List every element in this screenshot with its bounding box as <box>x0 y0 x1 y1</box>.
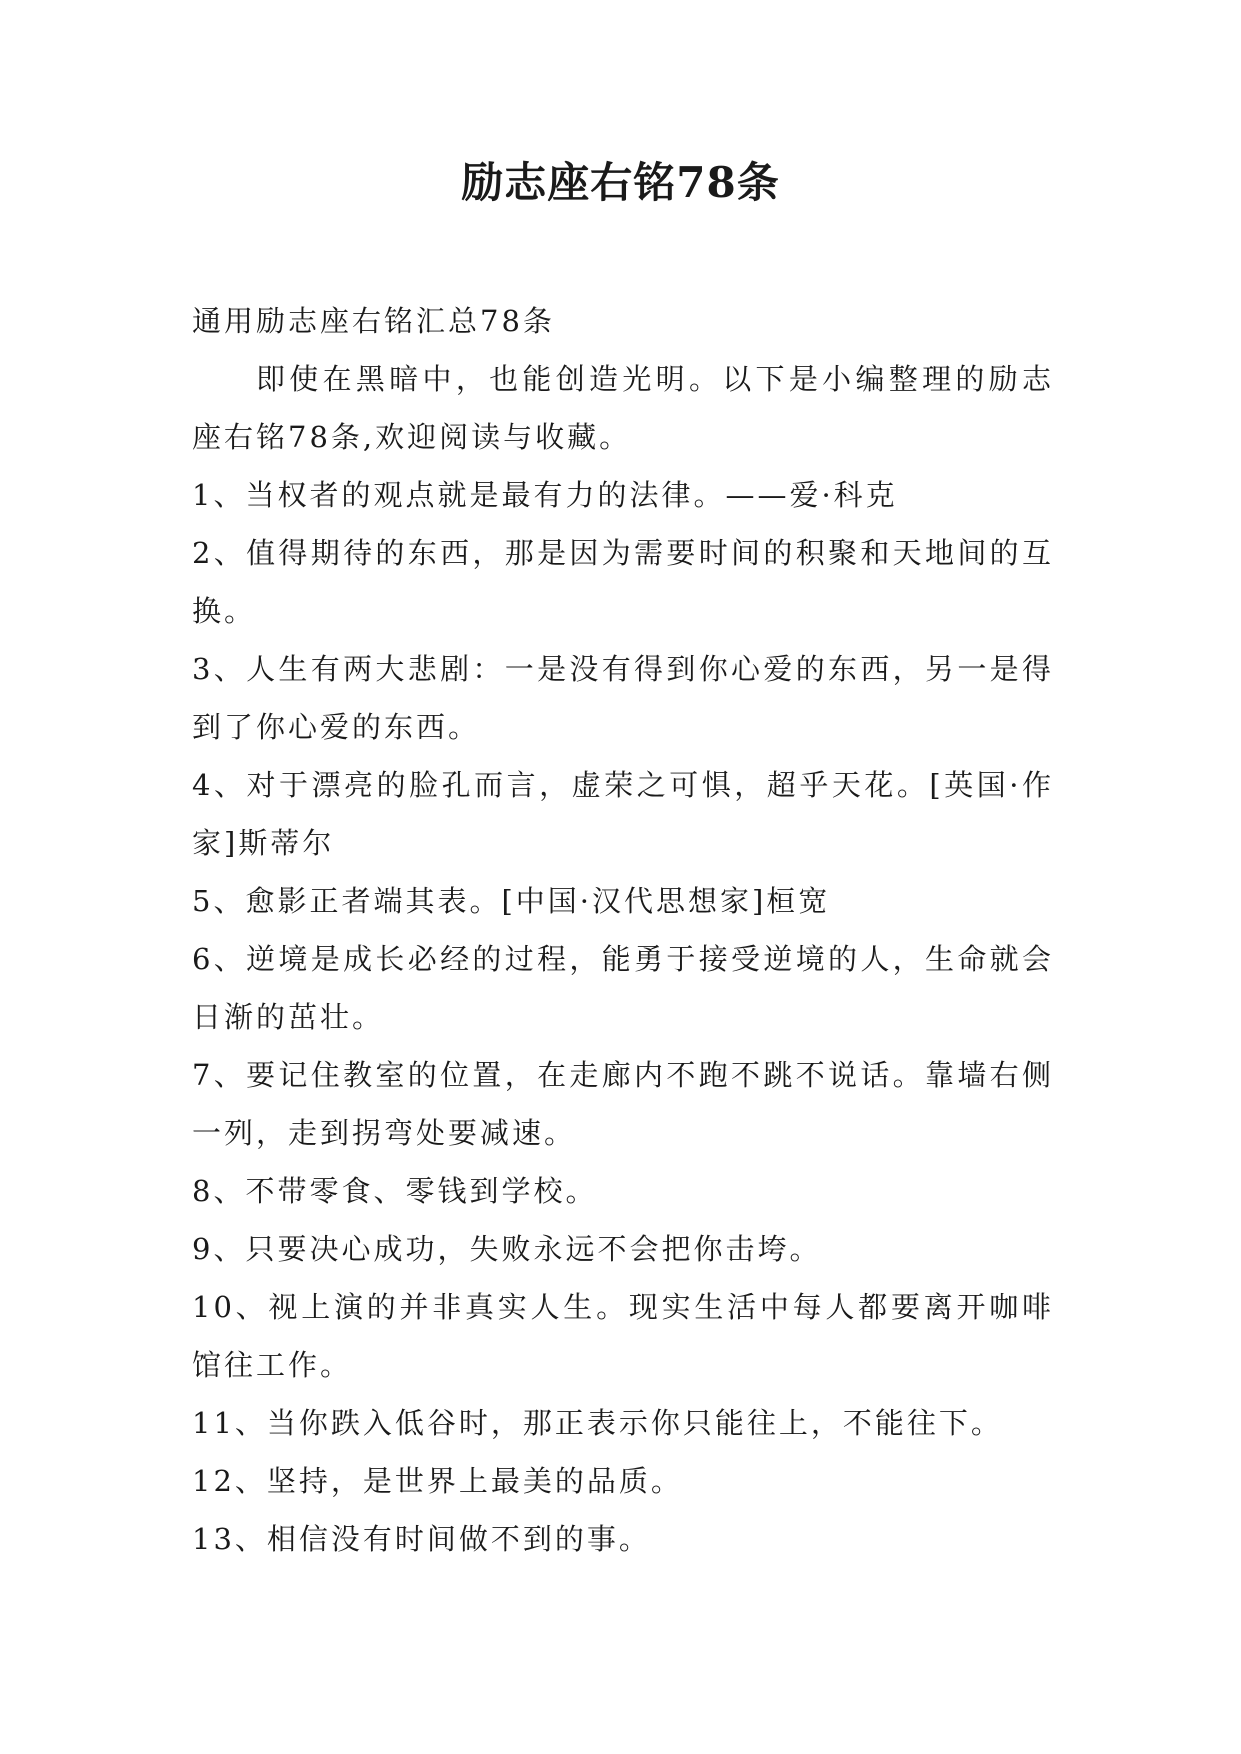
list-item: 6、逆境是成长必经的过程，能勇于接受逆境的人，生命就会日渐的茁壮。 <box>192 942 1054 1034</box>
list-item: 12、坚持，是世界上最美的品质。 <box>192 1464 683 1498</box>
list-item: 11、当你跌入低谷时，那正表示你只能往上，不能往下。 <box>192 1406 1003 1440</box>
list-item: 3、人生有两大悲剧：一是没有得到你心爱的东西，另一是得到了你心爱的东西。 <box>192 652 1054 744</box>
document-body <box>192 292 1054 1568</box>
list-item: 2、值得期待的东西，那是因为需要时间的积聚和天地间的互换。 <box>192 536 1054 628</box>
list-item: 4、对于漂亮的脸孔而言，虚荣之可惧，超乎天花。[英国·作家]斯蒂尔 <box>192 768 1054 860</box>
list-item: 9、只要决心成功，失败永远不会把你击垮。 <box>192 1232 822 1266</box>
list-item: 7、要记住教室的位置，在走廊内不跑不跳不说话。靠墙右侧一列，走到拐弯处要减速。 <box>192 1058 1054 1150</box>
list-item: 10、视上演的并非真实人生。现实生活中每人都要离开咖啡馆往工作。 <box>192 1290 1054 1382</box>
intro-paragraph: 即使在黑暗中，也能创造光明。以下是小编整理的励志座右铭78条,欢迎阅读与收藏。 <box>192 362 1054 454</box>
list-item: 13、相信没有时间做不到的事。 <box>192 1522 651 1556</box>
document-title: 励志座右铭78条 <box>461 158 780 207</box>
document-subtitle: 通用励志座右铭汇总78条 <box>192 304 555 338</box>
list-item: 5、愈影正者端其表。[中国·汉代思想家]桓宽 <box>192 884 831 918</box>
list-item: 8、不带零食、零钱到学校。 <box>192 1174 598 1208</box>
list-item: 1、当权者的观点就是最有力的法律。——爱·科克 <box>192 478 898 512</box>
